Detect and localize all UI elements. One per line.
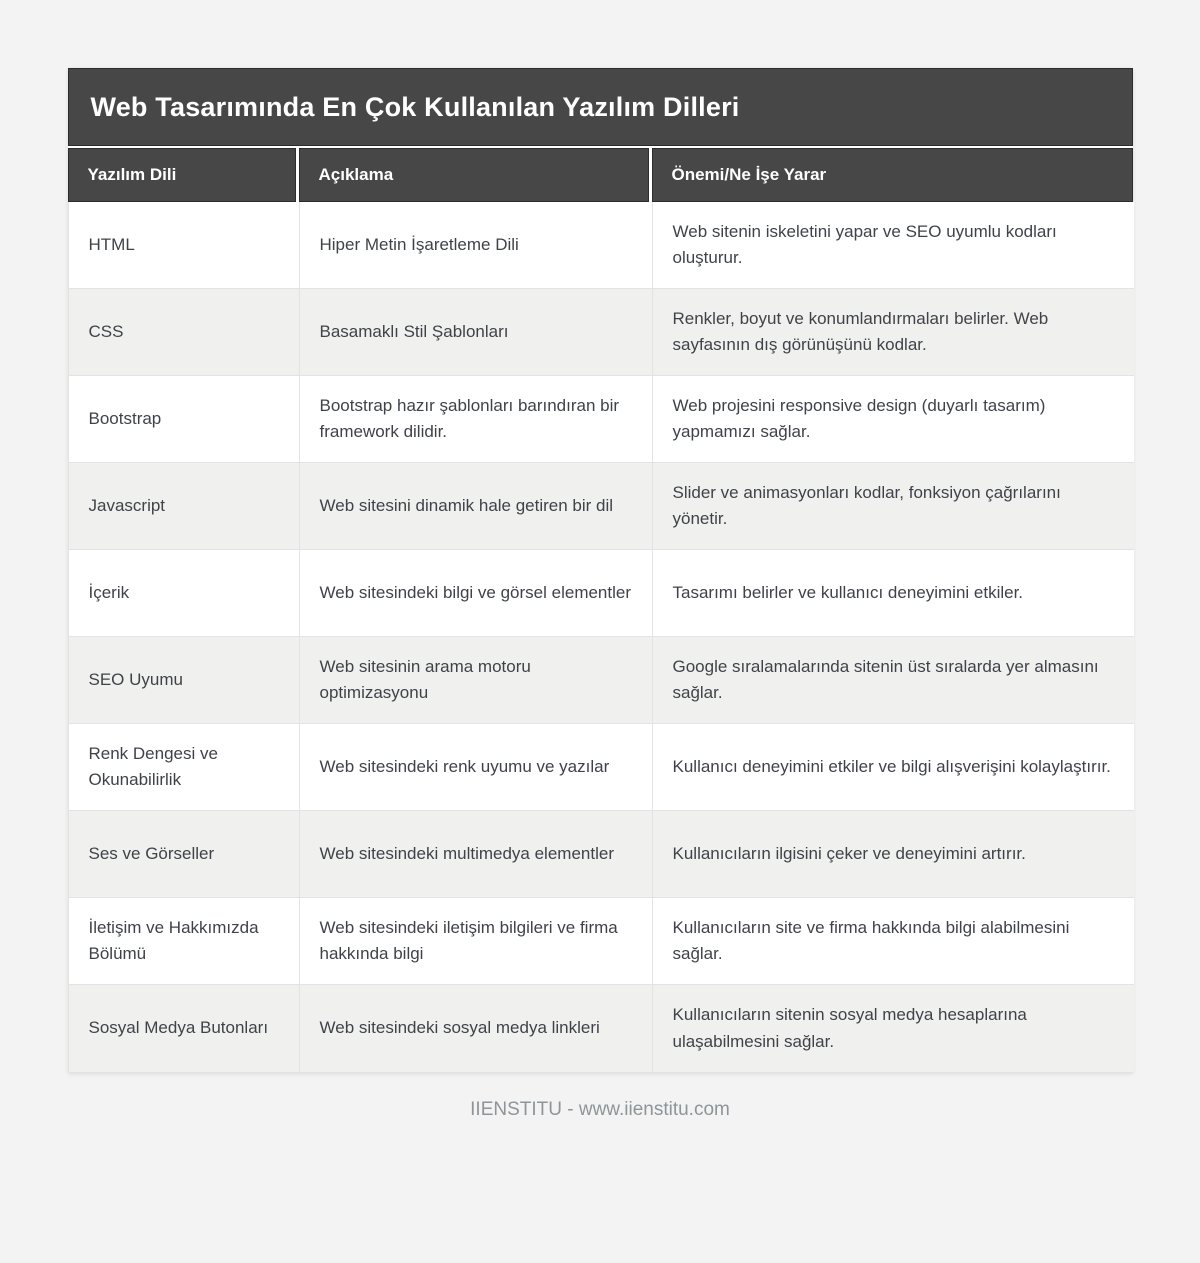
cell-description: Web sitesindeki iletişim bilgileri ve firma hakkında bilgi — [300, 898, 653, 985]
table-row — [69, 289, 1132, 376]
table-row — [69, 202, 1132, 289]
table-row — [69, 811, 1132, 898]
cell-importance: Kullanıcıların site ve firma hakkında bilgi alabilmesini sağlar. — [653, 898, 1134, 985]
cell-description: Web sitesinin arama motoru optimizasyonu — [300, 637, 653, 724]
cell-importance: Kullanıcı deneyimini etkiler ve bilgi alışverişini kolaylaştırır. — [653, 724, 1134, 811]
cell-importance: Slider ve animasyonları kodlar, fonksiyon çağrılarını yönetir. — [653, 463, 1134, 550]
column-header-language: Yazılım Dili — [68, 148, 299, 202]
cell-description: Web sitesindeki sosyal medya linkleri — [300, 985, 653, 1072]
cell-language: Javascript — [69, 463, 300, 550]
page-title: Web Tasarımında En Çok Kullanılan Yazılım Dilleri — [90, 91, 740, 122]
cell-importance: Kullanıcıların sitenin sosyal medya hesaplarına ulaşabilmesini sağlar. — [653, 985, 1134, 1072]
cell-language: İçerik — [69, 550, 300, 637]
cell-language: İletişim ve Hakkımızda Bölümü — [69, 898, 300, 985]
cell-importance: Tasarımı belirler ve kullanıcı deneyimini etkiler. — [653, 550, 1134, 637]
table-row — [69, 376, 1132, 463]
table-row — [69, 550, 1132, 637]
cell-description: Web sitesindeki renk uyumu ve yazılar — [300, 724, 653, 811]
column-header-description: Açıklama — [299, 148, 652, 202]
table-row — [69, 724, 1132, 811]
cell-description: Web sitesindeki multimedya elementler — [300, 811, 653, 898]
cell-description: Web sitesini dinamik hale getiren bir dil — [300, 463, 653, 550]
table-header-row — [68, 148, 1133, 202]
column-header-importance: Önemi/Ne İşe Yarar — [652, 148, 1133, 202]
cell-language: CSS — [69, 289, 300, 376]
cell-description: Bootstrap hazır şablonları barındıran bir framework dilidir. — [300, 376, 653, 463]
table-row — [69, 463, 1132, 550]
cell-description: Web sitesindeki bilgi ve görsel elementler — [300, 550, 653, 637]
table-body — [68, 202, 1133, 1073]
cell-language: SEO Uyumu — [69, 637, 300, 724]
cell-language: Sosyal Medya Butonları — [69, 985, 300, 1072]
cell-importance: Google sıralamalarında sitenin üst sıralarda yer almasını sağlar. — [653, 637, 1134, 724]
title-bar — [68, 68, 1133, 146]
cell-importance: Renkler, boyut ve konumlandırmaları belirler. Web sayfasının dış görünüşünü kodlar. — [653, 289, 1134, 376]
cell-description: Hiper Metin İşaretleme Dili — [300, 202, 653, 289]
cell-language: Bootstrap — [69, 376, 300, 463]
table-row — [69, 637, 1132, 724]
cell-language: Ses ve Görseller — [69, 811, 300, 898]
cell-language: Renk Dengesi ve Okunabilirlik — [69, 724, 300, 811]
cell-importance: Kullanıcıların ilgisini çeker ve deneyimini artırır. — [653, 811, 1134, 898]
table-row — [69, 985, 1132, 1072]
cell-language: HTML — [69, 202, 300, 289]
cell-description: Basamaklı Stil Şablonları — [300, 289, 653, 376]
content-card — [68, 68, 1133, 1073]
table-row — [69, 898, 1132, 985]
cell-importance: Web projesini responsive design (duyarlı tasarım) yapmamızı sağlar. — [653, 376, 1134, 463]
cell-importance: Web sitenin iskeletini yapar ve SEO uyumlu kodları oluşturur. — [653, 202, 1134, 289]
footer-credit: IIENSTITU - www.iienstitu.com — [470, 1099, 730, 1120]
